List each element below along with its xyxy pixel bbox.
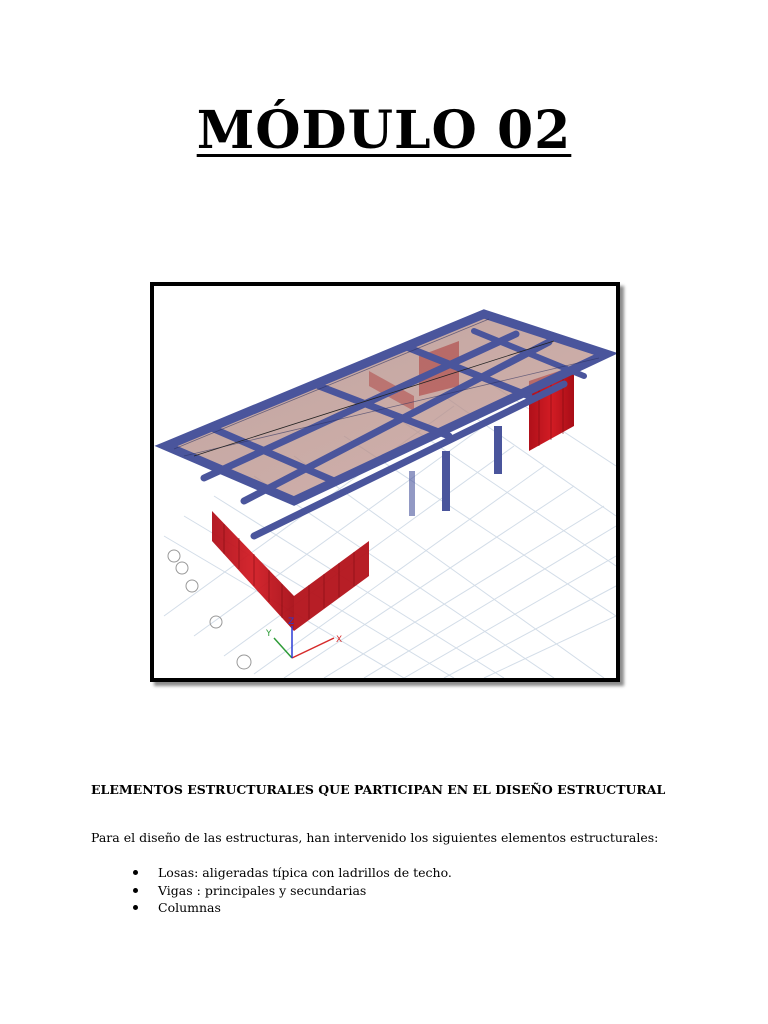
bullet-icon (133, 905, 138, 910)
svg-text:Y: Y (266, 629, 272, 639)
structural-3d-model-image (154, 286, 616, 678)
bullet-icon (133, 870, 138, 875)
structural-elements-list (133, 864, 452, 917)
page-title: MÓDULO 02 (196, 100, 572, 161)
intro-paragraph: Para el diseño de las estructuras, han intervenido los siguientes elementos estructurales: (91, 830, 659, 845)
list-item: Losas: aligeradas típica con ladrillos de techo. (133, 864, 452, 882)
structural-model-figure (150, 282, 620, 682)
svg-text:Z: Z (288, 617, 295, 627)
bullet-icon (133, 888, 138, 893)
list-item: Vigas : principales y secundarias (133, 882, 452, 900)
section-heading: ELEMENTOS ESTRUCTURALES QUE PARTICIPAN EN EL DISEÑO ESTRUCTURAL (91, 782, 666, 797)
list-item: Columnas (133, 899, 452, 917)
svg-text:X: X (336, 635, 343, 645)
